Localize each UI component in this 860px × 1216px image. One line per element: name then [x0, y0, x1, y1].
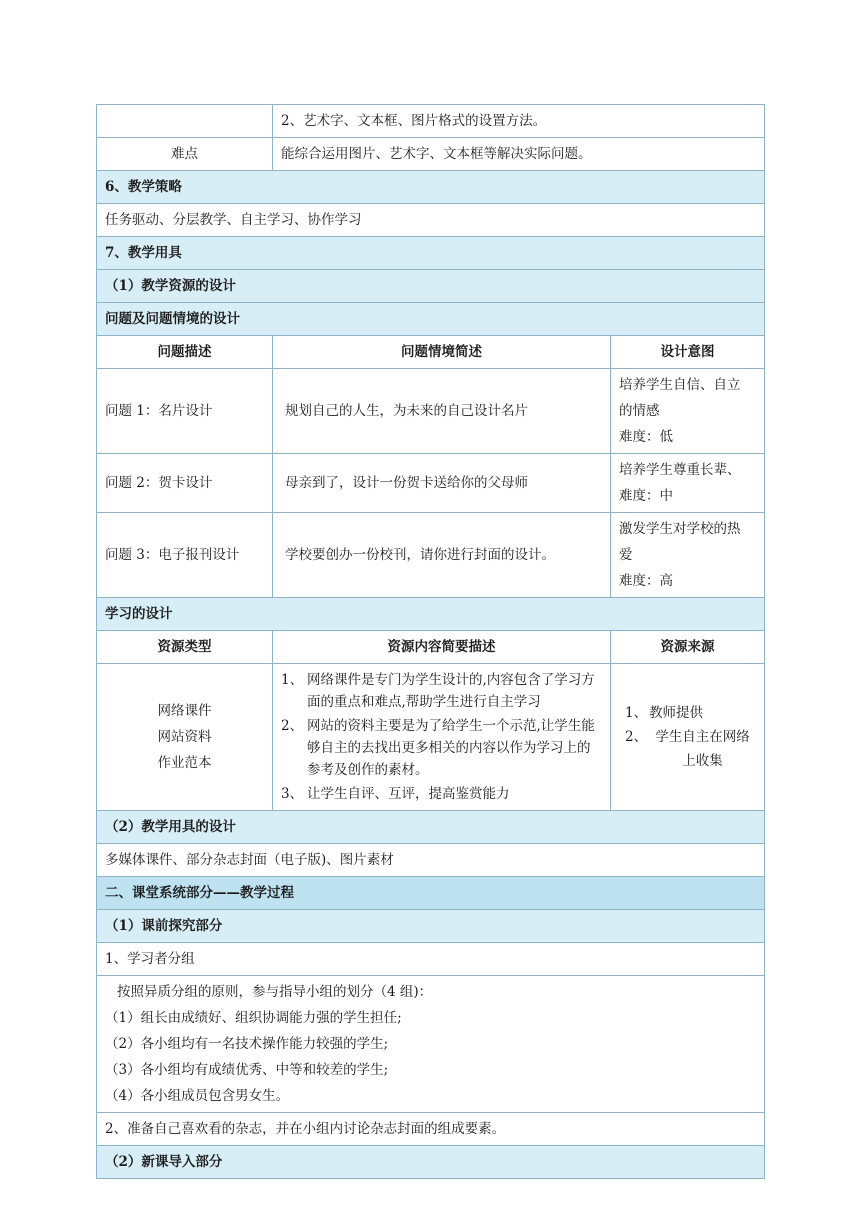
- problem-desc: 问题 3：电子报刊设计: [97, 513, 273, 598]
- problem-intent: [611, 513, 765, 598]
- difficulty-text: 能综合运用图片、艺术字、文本框等解决实际问题。: [273, 138, 765, 171]
- column-header: 设计意图: [611, 336, 765, 369]
- row-label: [97, 105, 273, 138]
- section-header: [97, 237, 765, 270]
- learning-design-title: 学习的设计: [97, 598, 765, 631]
- list-item: [619, 725, 756, 773]
- tools-design-title: （2）教学用具的设计: [97, 811, 765, 844]
- table-row: [97, 105, 765, 138]
- grouping-line: （2）各小组均有一名技术操作能力较强的学生;: [105, 1036, 389, 1052]
- problem-intent: [611, 454, 765, 513]
- intent-line: 培养学生尊重长辈、: [619, 462, 741, 478]
- resource-type: 网站资料: [157, 729, 212, 745]
- section-header: [97, 877, 765, 910]
- table-row: [97, 369, 765, 454]
- table-row: [97, 943, 765, 976]
- column-header: 资源来源: [611, 631, 765, 664]
- strategy-title: 6、教学策略: [97, 171, 765, 204]
- intent-line: 难度：高: [619, 573, 673, 589]
- table-row: [97, 1113, 765, 1146]
- intent-line: 激发学生对学校的热: [619, 521, 741, 537]
- table-row: [97, 513, 765, 598]
- section-header: [97, 811, 765, 844]
- resource-type: 作业范本: [157, 755, 212, 771]
- part2-title: 二、课堂系统部分——教学过程: [97, 877, 765, 910]
- difficulty-label: 难点: [97, 138, 273, 171]
- grouping-line: 按照异质分组的原则，参与指导小组的划分（4 组)：: [117, 984, 433, 1000]
- column-header-row: [97, 336, 765, 369]
- resource-type: 网络课件: [157, 703, 212, 719]
- magazine-task: 2、准备自己喜欢看的杂志，并在小组内讨论杂志封面的组成要素。: [97, 1113, 765, 1146]
- section-header: [97, 270, 765, 303]
- table-row: [97, 664, 765, 811]
- list-item: [281, 783, 602, 805]
- grouping-content: [97, 976, 765, 1113]
- tools-title: 7、教学用具: [97, 237, 765, 270]
- list-text: 教师提供: [649, 705, 703, 721]
- column-header: 资源类型: [97, 631, 273, 664]
- intent-line: 爱: [619, 547, 633, 563]
- list-item: [281, 715, 602, 781]
- table-row: [97, 138, 765, 171]
- problem-design-title: 问题及问题情境的设计: [97, 303, 765, 336]
- resource-design-title: （1）教学资源的设计: [97, 270, 765, 303]
- problem-intent: [611, 369, 765, 454]
- section-header: [97, 598, 765, 631]
- grouping-line: （3）各小组均有成绩优秀、中等和较差的学生;: [105, 1062, 389, 1078]
- list-item: [619, 701, 756, 725]
- section-header: [97, 1146, 765, 1179]
- list-item: [281, 669, 602, 713]
- column-header: 问题描述: [97, 336, 273, 369]
- section-header: [97, 910, 765, 943]
- problem-desc: 问题 2：贺卡设计: [97, 454, 273, 513]
- list-number: 3、: [281, 786, 304, 802]
- grouping-line: （4）各小组成员包含男女生。: [105, 1088, 290, 1104]
- section-header: [97, 171, 765, 204]
- strategy-content: 任务驱动、分层教学、自主学习、协作学习: [97, 204, 765, 237]
- table-row: [97, 204, 765, 237]
- table-row: [97, 454, 765, 513]
- resource-sources: [611, 664, 765, 811]
- section-header: [97, 303, 765, 336]
- lesson-plan-table: [96, 104, 765, 1179]
- table-row: [97, 844, 765, 877]
- list-text: 让学生自评、互评，提高鉴赏能力: [307, 786, 510, 802]
- list-number: 1、: [625, 705, 648, 721]
- problem-desc: 问题 1：名片设计: [97, 369, 273, 454]
- table-row: [97, 976, 765, 1113]
- tools-design-content: 多媒体课件、部分杂志封面（电子版)、图片素材: [97, 844, 765, 877]
- problem-scene: 规划自己的人生，为未来的自己设计名片: [273, 369, 611, 454]
- list-text: 学生自主在网络上收集: [655, 729, 750, 769]
- key-point-text: 2、艺术字、文本框、图片格式的设置方法。: [273, 105, 765, 138]
- pre-class-title: （1）课前探究部分: [97, 910, 765, 943]
- column-header-row: [97, 631, 765, 664]
- intent-line: 难度：中: [619, 488, 673, 504]
- list-number: 2、: [625, 729, 648, 745]
- intent-line: 难度：低: [619, 429, 673, 445]
- problem-scene: 学校要创办一份校刊，请你进行封面的设计。: [273, 513, 611, 598]
- resource-descriptions: [273, 664, 611, 811]
- problem-scene: 母亲到了，设计一份贺卡送给你的父母师: [273, 454, 611, 513]
- list-number: 2、: [281, 718, 304, 734]
- column-header: 资源内容简要描述: [273, 631, 611, 664]
- list-text: 网站的资料主要是为了给学生一个示范,让学生能够自主的去找出更多相关的内容以作为学习上的参考及创作的素材。: [307, 718, 595, 778]
- grouping-title: 1、学习者分组: [97, 943, 765, 976]
- list-number: 1、: [281, 672, 304, 688]
- intent-line: 培养学生自信、自立: [619, 377, 741, 393]
- intro-title: （2）新课导入部分: [97, 1146, 765, 1179]
- resource-types: [97, 664, 273, 811]
- intent-line: 的情感: [619, 403, 660, 419]
- list-text: 网络课件是专门为学生设计的,内容包含了学习方面的重点和难点,帮助学生进行自主学习: [307, 672, 595, 710]
- column-header: 问题情境简述: [273, 336, 611, 369]
- grouping-line: （1）组长由成绩好、组织协调能力强的学生担任;: [105, 1010, 402, 1026]
